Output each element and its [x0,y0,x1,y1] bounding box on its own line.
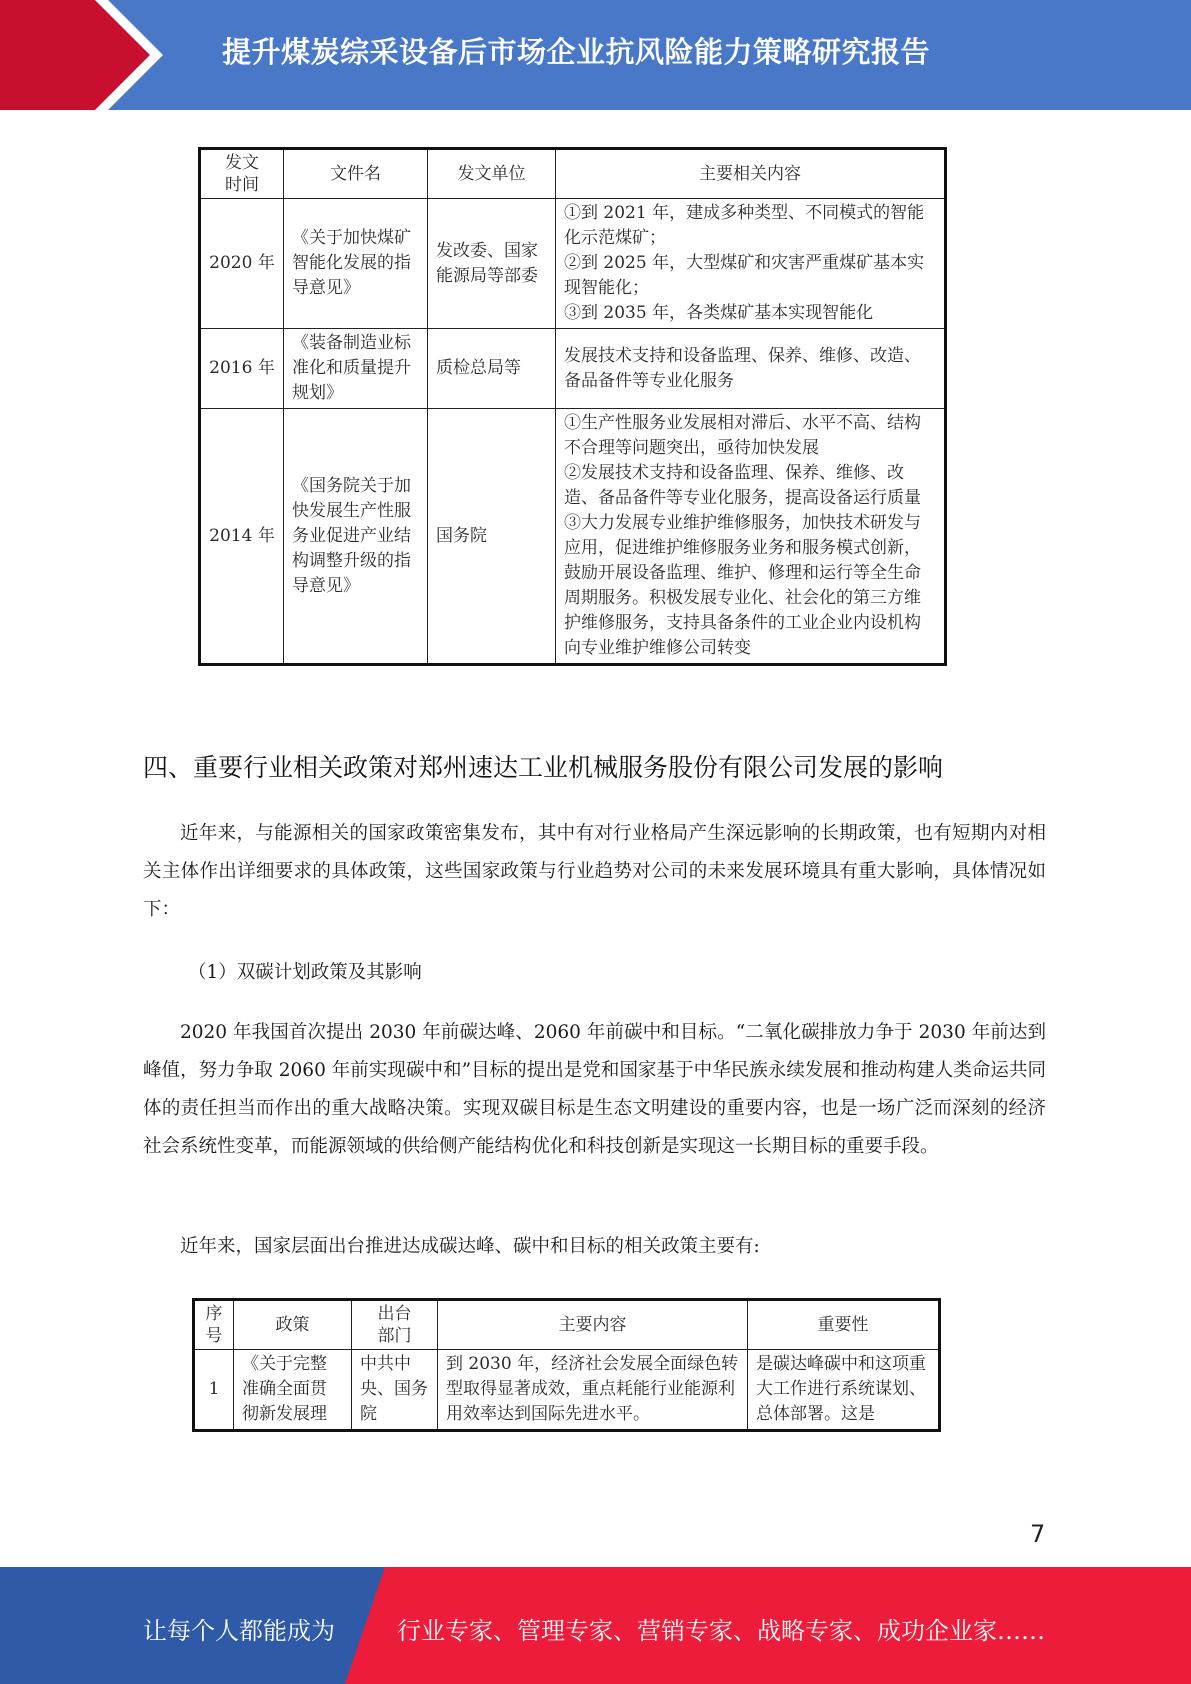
cell-importance: 是碳达峰碳中和这项重大工作进行系统谋划、总体部署。这是 [748,1350,940,1431]
cell-document: 《关于加快煤矿智能化发展的指导意见》 [284,199,428,329]
policy-table-2 [192,1298,941,1432]
column-header: 文件名 [284,149,428,199]
column-header: 出台 部门 [352,1300,438,1350]
cell-content: 发展技术支持和设备监理、保养、维修、改造、备品备件等专业化服务 [556,329,946,409]
cell-department: 中共中央、国务院 [352,1350,438,1431]
cell-issuer: 质检总局等 [428,329,556,409]
column-header: 发文 时间 [200,149,284,199]
column-header: 主要内容 [438,1300,748,1350]
body-paragraph: 近年来，国家层面出台推进达成碳达峰、碳中和目标的相关政策主要有: [180,1236,760,1257]
cell-issuer: 发改委、国家能源局等部委 [428,199,556,329]
table-row [200,199,946,329]
page-header [0,0,1191,110]
table-row [194,1350,940,1431]
cell-date: 2014 年 [200,409,284,665]
column-header: 主要相关内容 [556,149,946,199]
cell-date: 2020 年 [200,199,284,329]
policy-table-1 [198,147,947,666]
cell-content: ①生产性服务业发展相对滞后、水平不高、结构不合理等问题突出，亟待加快发展 ②发展技术支持和设备监理、保养、维修、改造、备品备件等专业化服务，提高设备运行质量 ③大力发展专业维护维修服务，加快技术研发与应用，促进维护维修服务业务和服务模式创新，鼓励开展设备监理、维护、修理和运行等全生命周期服务。积极发展专业化、社会化的第三方维护维修服务，支持具备条件的工业企业内设机构向专业维护维修公司转变 [556,409,946,665]
cell-number: 1 [194,1350,234,1431]
column-header: 重要性 [748,1300,940,1350]
table-header-row [200,149,946,199]
section-heading: 四、重要行业相关政策对郑州速达工业机械服务股份有限公司发展的影响 [143,753,944,782]
column-header: 政策 [234,1300,352,1350]
cell-content: ①到 2021 年，建成多种类型、不同模式的智能化示范煤矿； ②到 2025 年，大型煤矿和灾害严重煤矿基本实现智能化； ③到 2035 年，各类煤矿基本实现智能化 [556,199,946,329]
table-header-row [194,1300,940,1350]
table-row [200,409,946,665]
table-row [200,329,946,409]
footer-slogan-left: 让每个人都能成为 [143,1617,335,1645]
column-header: 序 号 [194,1300,234,1350]
subheading: （1）双碳计划政策及其影响 [188,962,422,983]
cell-document: 《装备制造业标准化和质量提升规划》 [284,329,428,409]
body-paragraph: 2020 年我国首次提出 2030 年前碳达峰、2060 年前碳中和目标。“二氧化碳排放力争于 2030 年前达到峰值，努力争取 2060 年前实现碳中和”目标的提出是党和国家基于中华民族永续发展和推动构建人类命运共同体的责任担当而作出的重大战略决策。实现双碳目标是生态文明建设的重要内容，也是一场广泛而深刻的经济社会系统性变革，而能源领域的供给侧产能结构优化和科技创新是实现这一长期目标的重要手段。 [143,1022,1046,1157]
column-header: 发文单位 [428,149,556,199]
cell-issuer: 国务院 [428,409,556,665]
cell-policy: 《关于完整准确全面贯彻新发展理 [234,1350,352,1431]
intro-paragraph: 近年来，与能源相关的国家政策密集发布，其中有对行业格局产生深远影响的长期政策，也有短期内对相关主体作出详细要求的具体政策，这些国家政策与行业趋势对公司的未来发展环境具有重大影响，具体情况如下： [143,823,1046,920]
footer-slogan-right: 行业专家、管理专家、营销专家、战略专家、成功企业家…… [397,1617,1045,1645]
cell-document: 《国务院关于加快发展生产性服务业促进产业结构调整升级的指导意见》 [284,409,428,665]
cell-content: 到 2030 年，经济社会发展全面绿色转型取得显著成效，重点耗能行业能源利用效率达到国际先进水平。 [438,1350,748,1431]
report-title: 提升煤炭综采设备后市场企业抗风险能力策略研究报告 [222,35,931,69]
page-number: 7 [1030,1520,1046,1548]
page-footer [0,1567,1191,1684]
cell-date: 2016 年 [200,329,284,409]
